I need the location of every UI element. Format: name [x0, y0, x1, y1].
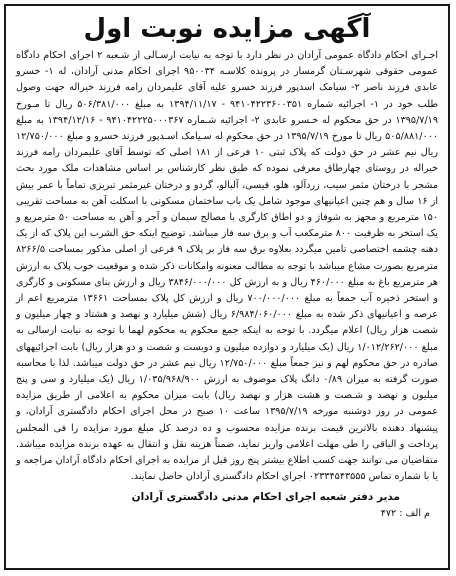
notice-signature: مدیر دفتر شعبه اجرای احکام مدنی دادگستری آرادان: [131, 491, 400, 504]
notice-body: اجـرای احکام دادگاه عمومی آرادان در نظر دارد با توجه به نیابت ارسـالی از شـعبه ۲ اجرای احکام دادگاه عمومی حقوقی شهرسـتان گرمسار در پرونده کلاسـه ۹۵۰۰۳۴ اجرای احکام مدنی آرادان، له ۱- خسرو عابدی فرزند ناصر ۲- سیامک اسدپور فرزند خسرو علیه آقای علیمردان رامه فرزند خیراله جهت وصول طلب خود در ۱- اجرائیه شماره ۹۴۱۰۴۲۲۳۶۰۰۳۵۱ - ۱۳۹۴/۱۱/۱۷ به مبلغ ۵۰۶/۳۸۱/۰۰۰ ریال تا مـورخ ۱۳۹۵/۷/۱۹ در حق محکوم له خـسرو عابدی ۲- اجرائیه شـماره ۹۴۱۰۴۲۲۲۵۰۰۰۳۶۷ - ۱۳۹۴/۱۲/۱۶ به مبلغ ۵۰۵/۸۸۱/۰۰۰ ریال تا مورخ ۱۳۹۵/۷/۱۹ در حق محکوم له سـیامک اسـدپور فرزند خسرو و مبلغ ۱۲/۷۵۰/۰۰۰ ریال نیم عشر در حق دولت که پلاک ثبتی ۱۰ فرعی از ۱۸۱ اصلی که توسط آقای علیمردان رامه فرزند خیراله در روستای چهارطاق معرفی نموده که طبق نظر کارشناس بر اساس مشاهدات ملک مورد بحث مشجر با درختان مثمر سیب، زردآلو، هلو، قیسی، آلبالو، گردو و درختان غیرمثمر تبریزی تماماً با عمر بیش از ۱۶ سال و هم چنین اعیانیهای موجود شامل یک باب ساختمان مسکونی با اسکلت آهن به مساحت تقریبی ۱۵۰ مترمربع و مجهز به شوفاژ و دو اطاق کارگری با مصالح سیمان و آجر و آهن به مساحت ۵۰ مترمربع و یک استخر به ظرفیت ۸۰۰ مترمکعب آب و برق سه فاز میباشد. توضیح اینکه حق الشرب این پلاک که از یک دهنه چشمه اختصاصی تامین میگردد بعلاوه برق سه فاز بر پلاک ۹ فرعی از اصلی مذکور بمساحت ۸۲۶۶/۵ مترمربع بصورت مشاع میباشد با توجه به مطالب معنونه وامکانات ذکر شده و موقعیت خوب پلاک به ارزش هر مترمربع باغ به مبلغ ۴۶۰/۰۰۰ ریال و به ارزش کل ۳۸۴۶/۰۰۰/۰۰۰ ریال و ارزش بنای مسکونی و کارگری و استخر ذخیره آب جمعاً به مبلغ ۷۰۰/۰۰۰/۰۰۰ ریال و ارزش کل پلاک بمساحت ۱۳۶۶۱ مترمربع اعم از عرصه و اعیانیهای ذکر شده به مبلغ ۶/۹۸۴/۰۶۰/۰۰۰ ریال (شش میلیارد و نهصد و هشتاد و چهار میلیون و شصت هزار ریال) اعلام میگردد. با توجه به اینکه جمع محکوم به محکوم لهما با توجه به نیابت ارسالی به مبلغ ۱/۰۱۲/۲۶۲/۰۰۰ ریال (یک میلیارد و دوازده میلیون و دویست و شصت و دو هزار ریال) بابت اجرائیههای صادره در حق محکوم لهم و نیز جمعاً مبلغ ۱۲/۷۵۰/۰۰۰ ریال نیم عشر در حق دولت میباشد. لذا با محاسبه صورت گرفته به میزان ۰/۸۹ دانگ پلاک موصوف به ارزش ۱/۰۳۵/۹۶۸/۹۰۰ ریال (یک میلیارد و سی و پنج میلیون و نهصد و شـصت و هشت هزار و نهصد ریال) بابت میزان محکوم به اعلامی از طریق مزایده عمومی در روز دوشنبه مورخه ۱۳۹۵/۷/۱۹ ساعت ۱۰ صبح در محل اجرای احکام دادگستری آرادان، و پیشنهاد دهنده بالاترین قیمت برنده مزایده محسوب و ده درصد کل مبلغ مورد مزایده را فی المجلس پرداخت و الباقی را طی مهلت اعلامی واریز نماید، ضمناً هزینه نقل و انتقال به عهده برنده مزایده میباشد. متقاضیان می توانند جهت کسب اطلاع بیشتر پنج روز قبل از مزایده به اجرای احکام دادگاه آرادان مراجعه و یا با شماره تماس ۰۲۳۳۴۵۴۳۵۵۵ اجرای احکام دادگستری آرادان حاصل نمایند.: [16, 50, 439, 483]
notice-reference-number: م الف : ۴۷۲: [380, 508, 430, 520]
notice-title: آگهی مزایده نوبت اول: [83, 14, 371, 44]
notice-frame: [4, 4, 450, 570]
